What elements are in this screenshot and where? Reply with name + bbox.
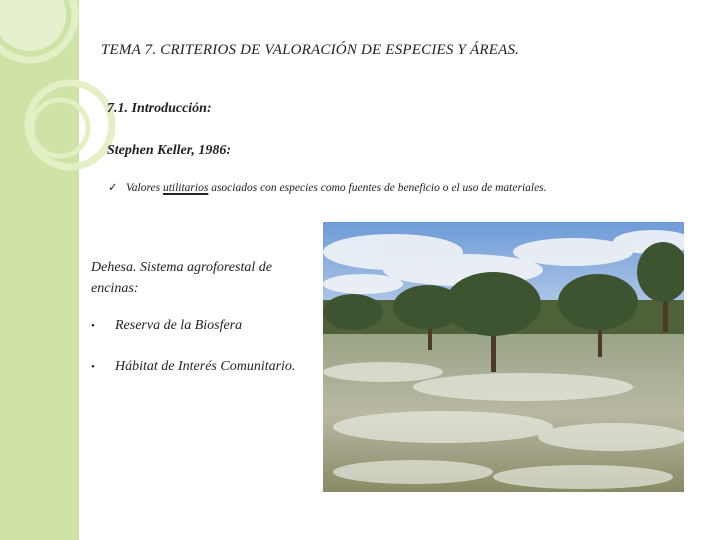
photo-caption: Dehesa. Sistema agroforestal de encinas: (91, 260, 272, 296)
decorative-disc-top (0, 0, 66, 51)
decorative-circles (0, 0, 120, 190)
bullet-icon: • (91, 320, 95, 332)
slide-title: TEMA 7. CRITERIOS DE VALORACIÓN DE ESPECIES Y ÁREAS. (101, 42, 520, 58)
checklist-text-before: Valores (126, 182, 163, 194)
dehesa-photo (323, 222, 684, 492)
bullet-item (91, 359, 295, 375)
bullet-item (91, 318, 242, 334)
section-heading: 7.1. Introducción: (107, 101, 212, 116)
decorative-ring-small (32, 100, 88, 156)
checklist-item (108, 180, 547, 194)
bullet-label: Reserva de la Biosfera (115, 318, 243, 333)
checklist-underlined-word: utilitarios (162, 182, 209, 194)
bullet-label: Hábitat de Interés Comunitario. (115, 359, 296, 374)
checkmark-icon: ✓ (108, 182, 118, 194)
checklist-text-after: asociados con especies como fuentes de beneficio o el uso de materiales. (208, 182, 547, 194)
author-heading: Stephen Keller, 1986: (107, 143, 232, 158)
bullet-icon: • (91, 361, 95, 373)
